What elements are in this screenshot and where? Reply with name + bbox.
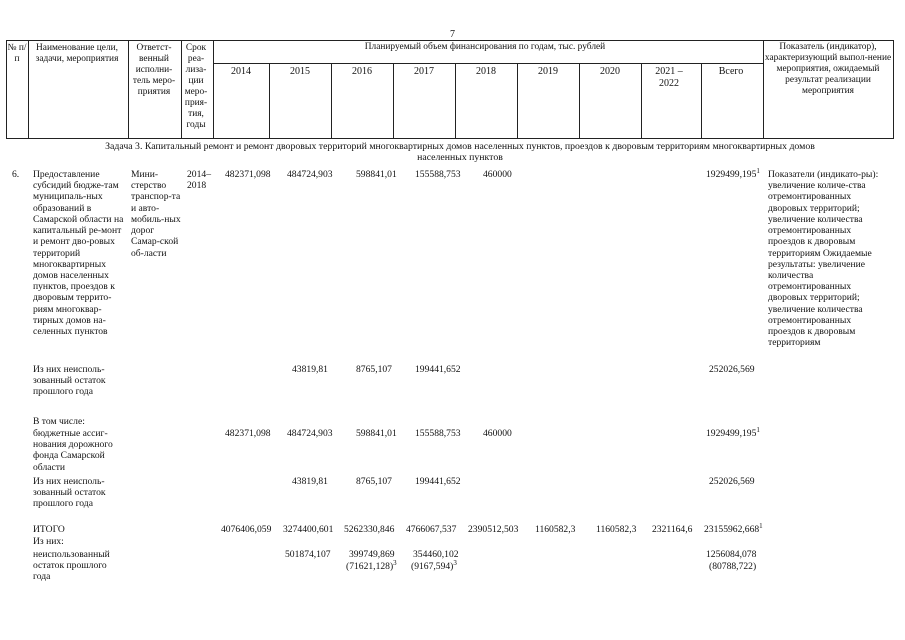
year-2015: 2015 bbox=[290, 66, 310, 77]
total-unused-2016-paren-number: (71621,128) bbox=[346, 561, 394, 572]
unused-balance-label: Из них неисполь-зованный остаток прошлого года bbox=[33, 364, 106, 398]
value-total bbox=[706, 166, 760, 180]
unused-2016: 8765,107 bbox=[356, 364, 392, 375]
total-unused-2016: 399749,869 bbox=[349, 549, 395, 560]
including-label: В том числе: bbox=[33, 416, 85, 427]
header-plan: Планируемый объем финансирования по годам, тыс. рублей bbox=[364, 42, 606, 52]
budget-2015: 484724,903 bbox=[287, 428, 333, 439]
value-2015: 484724,903 bbox=[287, 169, 333, 180]
budget-2018: 460000 bbox=[483, 428, 512, 439]
header-name: Наименование цели, задачи, мероприятия bbox=[35, 43, 119, 64]
total-all-number: 23155962,668 bbox=[704, 524, 760, 535]
budget-unused-2015: 43819,81 bbox=[292, 476, 328, 487]
total-all bbox=[704, 521, 763, 535]
value-2016: 598841,01 bbox=[356, 169, 397, 180]
col-divider bbox=[213, 41, 214, 138]
year-2019: 2019 bbox=[538, 66, 558, 77]
total-unused-2016-paren bbox=[346, 558, 397, 572]
total-unused-all: 1256084,078 bbox=[706, 549, 757, 560]
task-title: Задача 3. Капитальный ремонт и ремонт дворовых территорий многоквартирных домов населенных пунктов, проездов к дворовым территориям многоквартирных домов населенных пунктов bbox=[105, 141, 815, 164]
footnote-mark: 3 bbox=[393, 558, 397, 567]
total-2019: 1160582,3 bbox=[535, 524, 576, 535]
total-2014: 4076406,059 bbox=[221, 524, 272, 535]
budget-unused-2016: 8765,107 bbox=[356, 476, 392, 487]
footnote-mark: 1 bbox=[759, 521, 763, 530]
total-2018: 2390512,503 bbox=[468, 524, 519, 535]
footnote-mark: 3 bbox=[453, 558, 457, 567]
footnote-mark: 1 bbox=[756, 425, 760, 434]
total-label: ИТОГО bbox=[33, 524, 65, 535]
row-number: 6. bbox=[12, 169, 20, 180]
year-2014: 2014 bbox=[231, 66, 251, 77]
year-divider bbox=[641, 63, 642, 138]
year-2016: 2016 bbox=[352, 66, 372, 77]
total-2015: 3274400,601 bbox=[283, 524, 334, 535]
year-2018: 2018 bbox=[476, 66, 496, 77]
total-2020: 1160582,3 bbox=[596, 524, 637, 535]
row-divider bbox=[213, 63, 763, 64]
total-2016: 5262330,846 bbox=[344, 524, 395, 535]
year-2017: 2017 bbox=[414, 66, 434, 77]
page-number: 7 bbox=[450, 29, 455, 40]
budget-total bbox=[706, 425, 760, 439]
footnote-mark: 1 bbox=[756, 166, 760, 175]
budget-unused-total: 252026,569 bbox=[709, 476, 755, 487]
header-responsible: Ответст-венный исполни-тель меро-приятия bbox=[132, 43, 176, 97]
budget-2014: 482371,098 bbox=[225, 428, 271, 439]
value-2017: 155588,753 bbox=[415, 169, 461, 180]
total-2017: 4766067,537 bbox=[406, 524, 457, 535]
total-unused-2015: 501874,107 bbox=[285, 549, 331, 560]
unused-2015: 43819,81 bbox=[292, 364, 328, 375]
year-2021-2022: 2021 – 2022 bbox=[655, 66, 683, 89]
col-divider bbox=[28, 41, 29, 138]
year-2020: 2020 bbox=[600, 66, 620, 77]
total-2021-2022: 2321164,6 bbox=[652, 524, 693, 535]
total-unused-2017-paren bbox=[411, 558, 457, 572]
of-them-label: Из них: bbox=[33, 536, 64, 547]
total-unused-2017: 354460,102 bbox=[413, 549, 459, 560]
unused-total: 252026,569 bbox=[709, 364, 755, 375]
value-total-number: 1929499,195 bbox=[706, 169, 757, 180]
total-unused-2017-paren-number: (9167,594) bbox=[411, 561, 454, 572]
total-unused-all-paren: (80788,722) bbox=[709, 561, 757, 572]
implementation-term: 2014– 2018 bbox=[187, 169, 211, 192]
budget-2016: 598841,01 bbox=[356, 428, 397, 439]
value-2014: 482371,098 bbox=[225, 169, 271, 180]
header-indicator: Показатель (индикатор), характеризующий выпол-нение мероприятия, ожидаемый результат реализации мероприятия bbox=[764, 42, 892, 96]
header-no: № п/п bbox=[7, 43, 27, 64]
budget-unused-label: Из них неисполь-зованный остаток прошлого года bbox=[33, 476, 106, 510]
unused-2017: 199441,652 bbox=[415, 364, 461, 375]
budget-2017: 155588,753 bbox=[415, 428, 461, 439]
value-2018: 460000 bbox=[483, 169, 512, 180]
year-total: Всего bbox=[718, 66, 744, 77]
budget-unused-2017: 199441,652 bbox=[415, 476, 461, 487]
budget-total-number: 1929499,195 bbox=[706, 428, 757, 439]
header-term: Срок реа-лиза-ции меро-прия-тия, годы bbox=[184, 43, 208, 130]
measure-name: Предоставление субсидий бюдже-там муниципаль-ных образований в Самарской области на капитальный ре-монт и ремонт дво-ровых территорий многоквартирных домов населенных пунктов, проездов к дворовым террито-риям многоквар-тирных домов на-селенных пунктов bbox=[33, 169, 124, 338]
indicator-text: Показатели (индикато-ры): увеличение количе-ства отремонтированных дворовых территорий; увеличение количества отремонтированных проездов к дворовым территориям Ожидаемые результаты: увеличение количества отремонтированных дворовых территорий; увеличение количества отремонтированных проездов к дворовым территориям bbox=[768, 169, 879, 349]
responsible-executor: Мини-стерство транспор-та и авто-мобиль-ных дорог Самар-ской об-ласти bbox=[131, 169, 181, 259]
total-unused-label: неиспользованный остаток прошлого года bbox=[33, 549, 110, 583]
budget-label: бюджетные ассиг-нования дорожного фонда Самарской области bbox=[33, 428, 113, 473]
